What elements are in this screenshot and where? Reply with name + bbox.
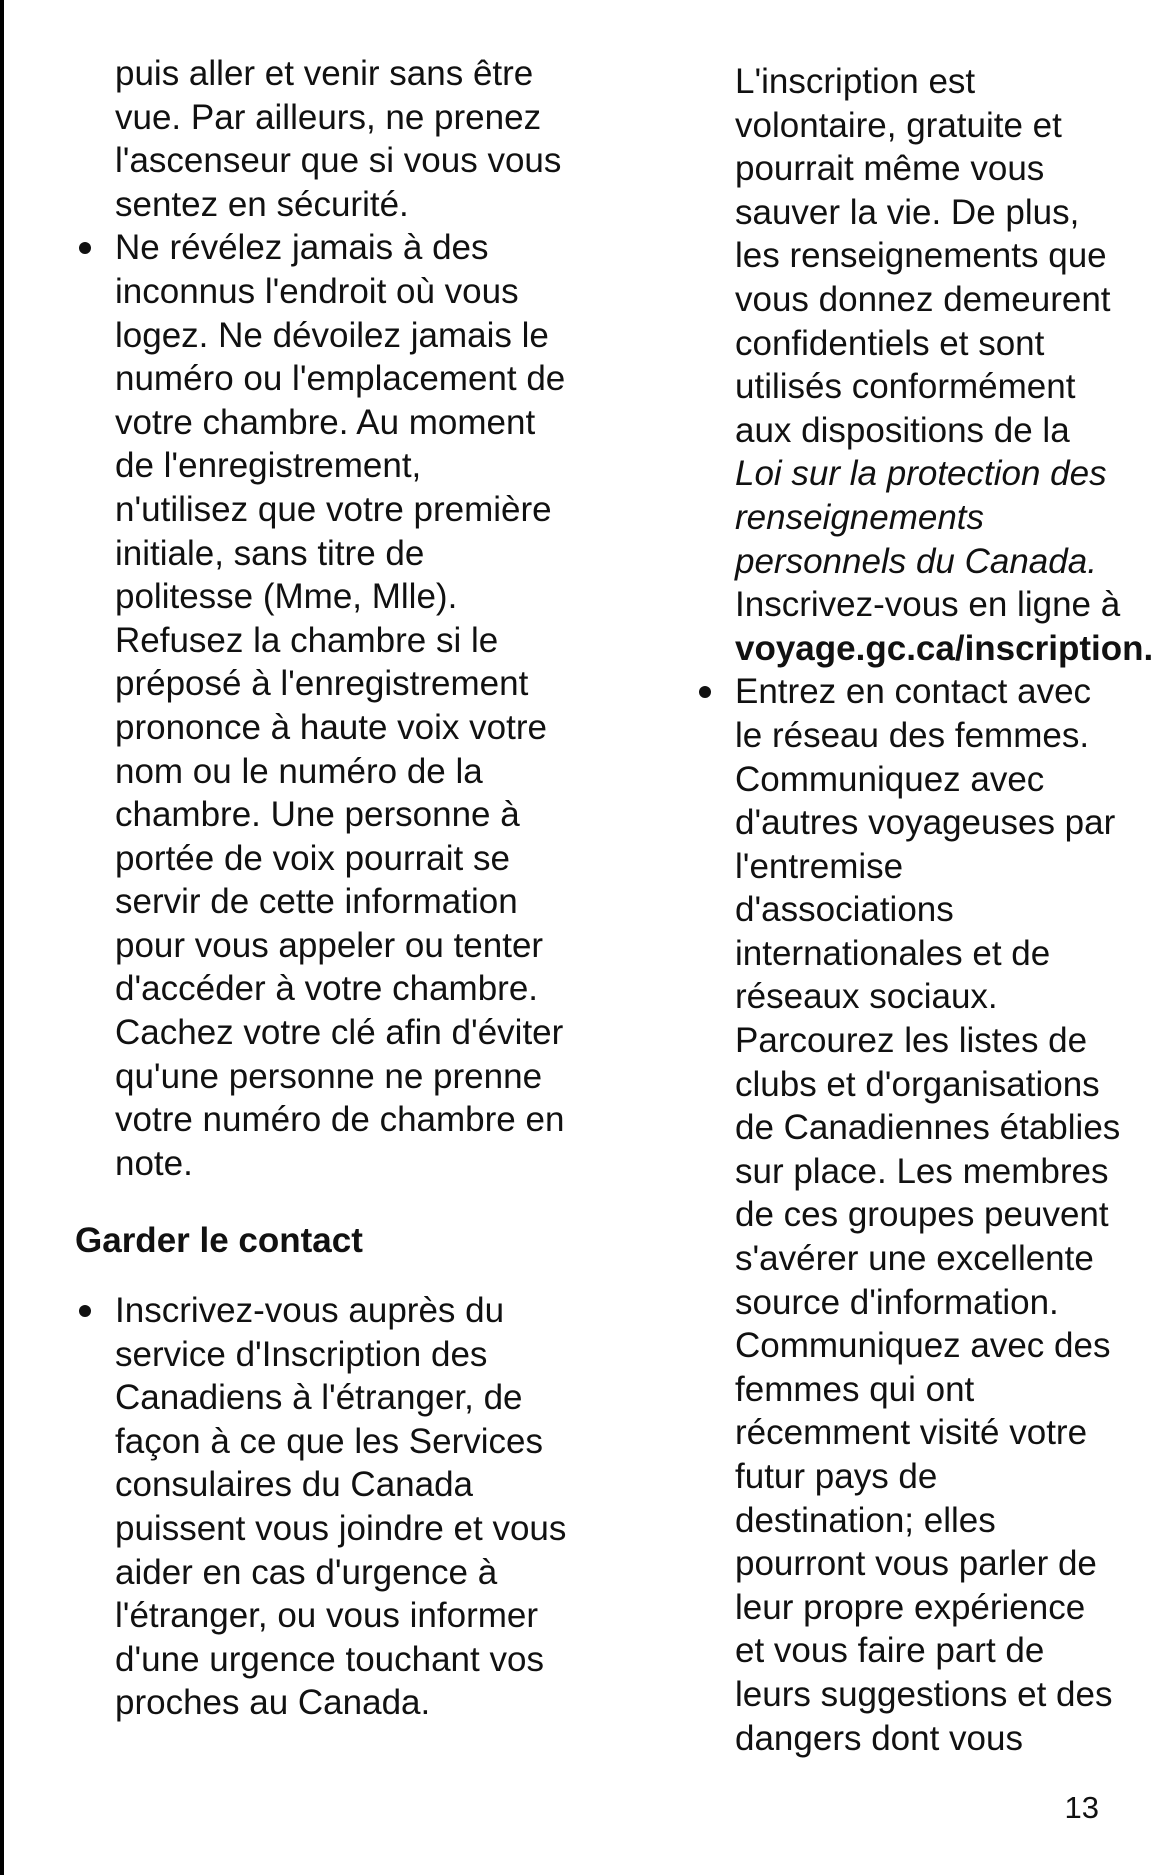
text-line: personnels du Canada. [735,541,1097,581]
text-line: votre numéro de chambre en [115,1100,565,1140]
text-line: Communiquez avec des [735,1326,1111,1366]
text-line: votre chambre. Au moment [115,402,536,442]
register-online-text: Inscrivez-vous en ligne à [735,585,1121,625]
text-line: le réseau des femmes. [735,715,1090,755]
text-line: leur propre expérience [735,1587,1086,1627]
text-line: utilisés conformément [735,367,1076,407]
text-line: destination; elles [735,1500,996,1540]
registration-link[interactable]: voyage.gc.ca/inscription. [735,628,1154,668]
text-line: logez. Ne dévoilez jamais le [115,315,549,355]
text-line: chambre. Une personne à [115,795,520,835]
text-line: pourrait même vous [735,149,1045,189]
text-line: portée de voix pourrait se [115,838,510,878]
text-line: n'utilisez que votre première [115,489,552,529]
text-line: d'accéder à votre chambre. [115,969,539,1009]
right-column [695,60,1154,1760]
text-line: Cachez votre clé afin d'éviter [115,1013,564,1053]
text-line: service d'Inscription des [115,1334,488,1374]
text-line: vue. Par ailleurs, ne prenez [115,97,542,137]
text-line: nom ou le numéro de la [115,751,483,791]
text-line: sentez en sécurité. [115,184,409,224]
bullet-womens-network [695,670,1135,1760]
text-line: numéro ou l'emplacement de [115,359,566,399]
text-line: femmes qui ont [735,1369,975,1409]
text-line: Refusez la chambre si le [115,620,499,660]
text-line: politesse (Mme, Mlle). [115,577,458,617]
text-line: initiale, sans titre de [115,533,425,573]
privacy-act-title [695,452,1135,583]
section-heading: Garder le contact [75,1221,363,1261]
text-line: source d'information. [735,1282,1059,1322]
text-line: d'autres voyageuses par [735,803,1116,843]
text-line: l'ascenseur que si vous vous [115,141,562,181]
text-line: L'inscription est [735,62,976,101]
text-line: d'une urgence touchant vos [115,1639,544,1679]
text-line: aider en cas d'urgence à [115,1552,498,1592]
text-line: servir de cette information [115,882,518,922]
text-line: puissent vous joindre et vous [115,1509,567,1548]
text-line: et vous faire part de [735,1631,1045,1671]
text-line: de Canadiennes établies [735,1108,1121,1148]
text-line: pourront vous parler de [735,1544,1097,1584]
text-line: Parcourez les listes de [735,1021,1088,1061]
text-line: futur pays de [735,1457,938,1496]
text-line: l'entremise [735,846,904,886]
text-line: s'avérer une excellente [735,1239,1094,1279]
text-line: réseaux sociaux. [735,977,998,1017]
page-edge-rule [0,0,4,1875]
text-line: proches au Canada. [115,1683,431,1723]
text-line: qu'une personne ne prenne [115,1056,543,1096]
text-line: de l'enregistrement, [115,446,422,486]
text-line: récemment visité votre [735,1413,1088,1453]
text-line: consulaires du Canada [115,1465,474,1505]
text-line [695,670,1135,714]
text-line: puis aller et venir sans être [115,54,534,93]
text-line: sauver la vie. De plus, [735,192,1080,232]
text-line: d'associations [735,890,954,930]
text-line: aux dispositions de la [735,410,1070,450]
bullet-text: Ne révélez jamais à des [115,228,489,268]
bullet-text: Inscrivez-vous auprès du [115,1291,505,1331]
bullet-icon [79,242,91,254]
text-line: confidentiels et sont [735,323,1045,363]
registration-paragraph [695,60,1135,452]
text-line: pour vous appeler ou tenter [115,925,544,965]
page-number: 13 [1064,1790,1099,1825]
text-line [75,226,595,270]
text-line: Communiquez avec [735,759,1045,799]
text-line: de ces groupes peuvent [735,1195,1109,1235]
text-line [75,1289,595,1333]
text-line: Canadiens à l'étranger, de [115,1378,523,1418]
text-line: internationales et de [735,933,1051,973]
text-line: préposé à l'enregistrement [115,664,529,704]
text-line: prononce à haute voix votre [115,707,547,747]
text-line: les renseignements que [735,236,1107,276]
bullet-register-abroad [75,1289,595,1725]
text-line: volontaire, gratuite et [735,105,1062,145]
text-line: clubs et d'organisations [735,1064,1100,1104]
continued-paragraph [75,52,595,226]
text-line: façon à ce que les Services [115,1421,544,1461]
bullet-hotel-privacy [75,226,595,1185]
text-line: vous donnez demeurent [735,279,1111,319]
text-line: note. [115,1143,193,1183]
text-line: inconnus l'endroit où vous [115,271,519,311]
bullet-icon [79,1305,91,1317]
left-column [75,52,595,1725]
bullet-icon [699,686,711,698]
text-line: dangers dont vous [735,1718,1023,1758]
text-line: leurs suggestions et des [735,1674,1113,1714]
text-line: l'étranger, ou vous informer [115,1596,539,1636]
bullet-text: Entrez en contact avec [735,672,1092,712]
text-line: sur place. Les membres [735,1151,1109,1191]
text-line: renseignements [735,497,985,537]
text-line: Loi sur la protection des [735,454,1107,494]
